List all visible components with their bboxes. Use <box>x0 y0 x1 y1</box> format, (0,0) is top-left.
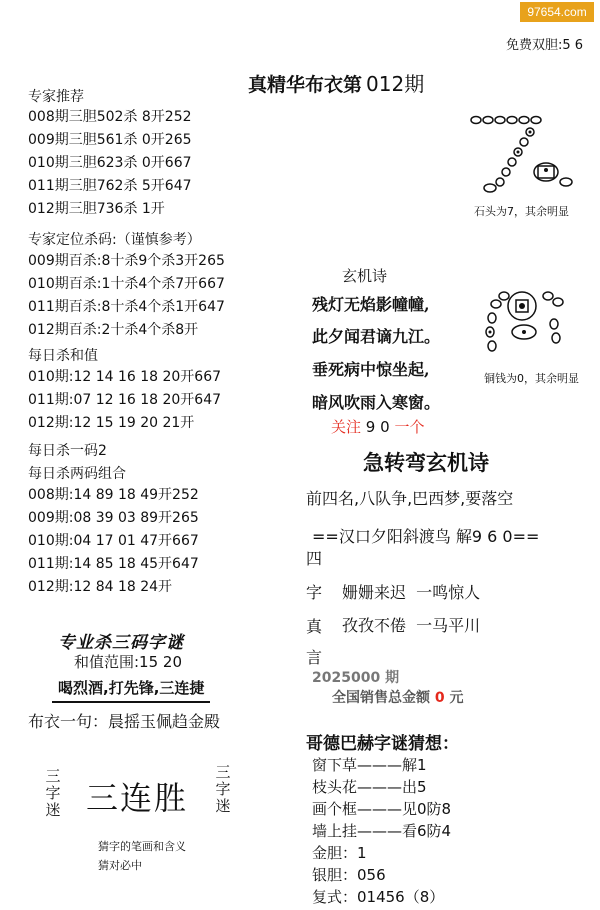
goldbach-line: 窗下草———解1 <box>312 756 427 774</box>
sales-total <box>332 687 464 707</box>
side-char: 真 <box>306 617 323 636</box>
front-four-line: 前四名,八队争,巴西梦,要落空 <box>306 489 514 508</box>
expert-line: 009期三胆561杀 0开265 <box>28 132 192 148</box>
position-kill-line: 012期百杀:2十杀4个杀8开 <box>28 322 199 338</box>
goldbach-title: 哥德巴赫字谜猜想： <box>306 734 459 754</box>
follow-line <box>331 416 424 437</box>
goldbach-line: 金胆：1 <box>312 844 367 862</box>
side-char: 字 <box>306 583 323 602</box>
goldbach-line: 银胆：056 <box>312 866 386 884</box>
phrase-line: 孜孜不倦 一马平川 <box>342 616 481 635</box>
sales-label: 全国销售总金额 <box>332 690 430 706</box>
sales-amount: 0 <box>434 690 445 706</box>
position-kill-line: 009期百杀:8十杀9个杀3开265 <box>28 253 225 269</box>
buyi-line: 布衣一句：晨摇玉佩趋金殿 <box>28 712 221 731</box>
coin-caption: 铜钱为0，其余明显 <box>484 372 579 385</box>
sales-issue: 2025000 期 <box>312 670 400 686</box>
goldbach-line: 墙上挂———看6防4 <box>312 822 452 840</box>
poem-line: 残灯无焰影幢幢, <box>312 295 430 314</box>
stone-caption: 石头为7，其余明显 <box>474 205 569 218</box>
poem-line: 垂死病中惊坐起, <box>312 360 430 379</box>
stone-seven-illustration <box>466 108 584 198</box>
goldbach-line: 枝头花———出5 <box>312 778 427 796</box>
expert-line: 010期三胆623杀 0开667 <box>28 155 192 171</box>
right-vertical-label: 三字迷 <box>215 763 231 815</box>
poem-title: 玄机诗 <box>342 267 388 285</box>
daily-one-code: 每日杀一码2 <box>28 443 107 459</box>
daily-two-line: 010期:04 17 01 47开667 <box>28 533 199 549</box>
daily-two-heading: 每日杀两码组合 <box>28 466 126 482</box>
boxed-slogan: 喝烈酒,打先锋,三连捷 <box>52 677 210 703</box>
phrase-line: 姗姗来迟 一鸣惊人 <box>342 583 481 602</box>
title-issue: 012期 <box>366 72 425 96</box>
goldbach-line: 画个框———见0防8 <box>312 800 452 818</box>
title-text: 真精华布衣第 <box>248 74 363 96</box>
left-vertical-label: 三字迷 <box>45 767 61 819</box>
position-kill-line: 010期百杀:1十杀4个杀7开667 <box>28 276 225 292</box>
expert-line: 011期三胆762杀 5开647 <box>28 178 192 194</box>
follow-suffix: 一个 <box>394 418 425 436</box>
daily-sum-line: 012期:12 15 19 20 21开 <box>28 415 195 431</box>
daily-sum-heading: 每日杀和值 <box>28 348 98 364</box>
guess-hint: 猜对必中 <box>98 859 142 872</box>
daily-two-line: 008期:14 89 18 49开252 <box>28 487 199 503</box>
side-char: 四 <box>306 549 323 568</box>
hankou-line: ==汉口夕阳斜渡鸟 解9 6 0== <box>312 527 540 546</box>
poem-line: 此夕闻君谪九江。 <box>312 327 441 346</box>
free-double-text: 免费双胆:5 6 <box>506 38 584 53</box>
pro-riddle-title: 专业杀三码字谜 <box>58 633 184 653</box>
expert-heading: 专家推荐 <box>28 89 84 105</box>
position-kill-line: 011期百杀:8十杀4个杀1开647 <box>28 299 225 315</box>
follow-number: 9 0 <box>365 418 390 436</box>
daily-two-line: 011期:14 85 18 45开647 <box>28 556 199 572</box>
expert-line: 012期三胆736杀 1开 <box>28 201 165 217</box>
daily-sum-line: 010期:12 14 16 18 20开667 <box>28 369 222 385</box>
poem-line: 暗风吹雨入寒窗。 <box>312 393 441 412</box>
big-word: 三连胜 <box>86 779 189 817</box>
coin-zero-illustration <box>478 284 590 364</box>
site-badge[interactable]: 97654.com <box>520 2 594 22</box>
guess-hint: 猜字的笔画和含义 <box>98 840 186 853</box>
follow-prefix: 关注 <box>331 418 362 436</box>
goldbach-line: 复式：01456（8） <box>312 888 445 906</box>
page-title <box>248 68 424 97</box>
expert-line: 008期三胆502杀 8开252 <box>28 109 192 125</box>
jizhuanwan-title: 急转弯玄机诗 <box>363 451 489 475</box>
daily-two-line: 012期:12 84 18 24开 <box>28 579 173 595</box>
position-kill-heading: 专家定位杀码:（谨慎参考） <box>28 232 201 248</box>
side-char: 言 <box>306 648 323 667</box>
daily-sum-line: 011期:07 12 16 18 20开647 <box>28 392 222 408</box>
hezhi-range: 和值范围:15 20 <box>74 653 182 671</box>
daily-two-line: 009期:08 39 03 89开265 <box>28 510 199 526</box>
sales-unit: 元 <box>449 690 464 706</box>
